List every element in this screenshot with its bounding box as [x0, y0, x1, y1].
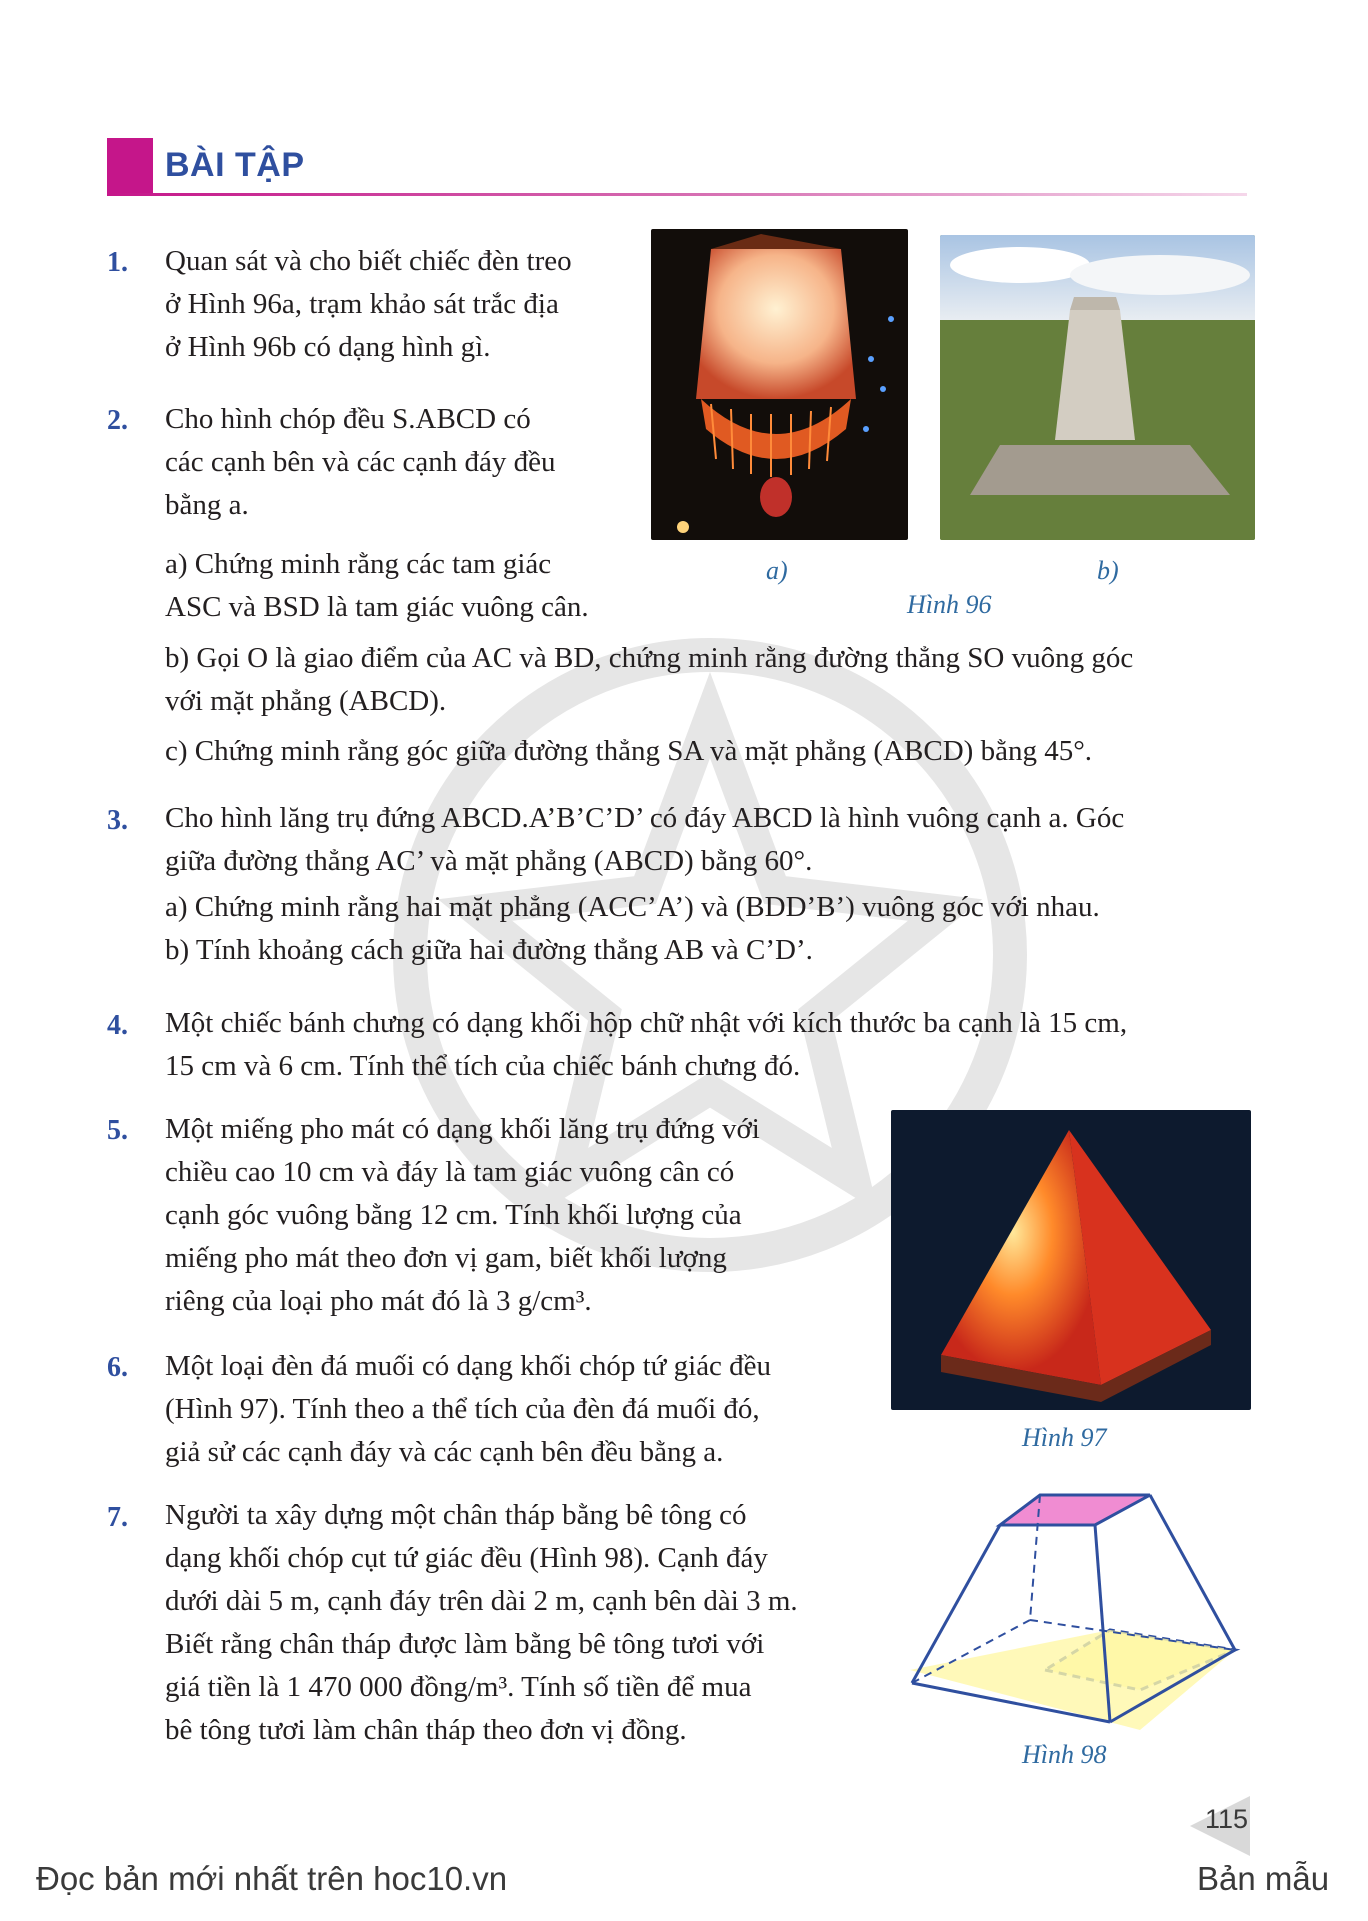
- text-line: Cho hình lăng trụ đứng ABCD.A’B’C’D’ có đáy ABCD là hình vuông cạnh a. Góc: [165, 802, 1125, 834]
- footer-edition-text: Bản mẫu: [1197, 1860, 1330, 1897]
- text-line: giả sử các cạnh đáy và các cạnh bên đều bằng a.: [165, 1436, 724, 1468]
- text-line: Quan sát và cho biết chiếc đèn treo: [165, 245, 572, 277]
- exercise-5-text: [165, 1108, 850, 1323]
- lantern-image: [651, 229, 908, 540]
- section-accent-bar: [107, 138, 153, 195]
- figure-97-salt-lamp-photo: [891, 1110, 1251, 1410]
- text-line: miếng pho mát theo đơn vị gam, biết khối lượng: [165, 1242, 727, 1274]
- text-line: b) Tính khoảng cách giữa hai đường thẳng AB và C’D’.: [165, 934, 813, 966]
- text-line: riêng của loại pho mát đó là 3 g/cm³.: [165, 1285, 592, 1317]
- exercise-7-number: 7.: [107, 1502, 128, 1533]
- top-base: [1000, 1495, 1150, 1525]
- exercise-3-text: [165, 797, 1250, 883]
- exercise-3-number: 3.: [107, 805, 128, 836]
- figure-98-caption: Hình 98: [1022, 1740, 1107, 1769]
- text-line: a) Chứng minh rằng hai mặt phẳng (ACC’A’) và (BDD’B’) vuông góc với nhau.: [165, 891, 1100, 923]
- text-line: Người ta xây dựng một chân tháp bằng bê tông có: [165, 1499, 747, 1531]
- figure-96a-label: a): [766, 556, 788, 585]
- page-number: 115: [1205, 1804, 1249, 1834]
- text-line: ở Hình 96b có dạng hình gì.: [165, 331, 491, 363]
- exercise-7-text: [165, 1494, 850, 1752]
- text-line: bê tông tươi làm chân tháp theo đơn vị đồng.: [165, 1714, 687, 1746]
- text-line: a) Chứng minh rằng các tam giác: [165, 548, 552, 580]
- exercise-2c: c) Chứng minh rằng góc giữa đường thẳng SA và mặt phẳng (ABCD) bằng 45°.: [165, 735, 1093, 767]
- text-line: dạng khối chóp cụt tứ giác đều (Hình 98). Cạnh đáy: [165, 1542, 768, 1574]
- survey-pillar-image: [940, 235, 1255, 540]
- exercise-2-text: [165, 398, 610, 527]
- text-line: (Hình 97). Tính theo a thể tích của đèn đá muối đó,: [165, 1393, 760, 1425]
- figure-96a-lantern-photo: [651, 229, 908, 540]
- section-title: BÀI TẬP: [165, 146, 305, 184]
- figure-97-caption: Hình 97: [1022, 1423, 1107, 1452]
- text-line: 15 cm và 6 cm. Tính thể tích của chiếc bánh chưng đó.: [165, 1050, 801, 1082]
- exercise-1-number: 1.: [107, 247, 128, 278]
- salt-lamp-image: [891, 1110, 1251, 1410]
- text-line: b) Gọi O là giao điểm của AC và BD, chứng minh rằng đường thẳng SO vuông góc: [165, 642, 1134, 674]
- text-line: ASC và BSD là tam giác vuông cân.: [165, 591, 589, 623]
- figure-96b-survey-pillar-photo: [940, 235, 1255, 540]
- text-line: giá tiền là 1 470 000 đồng/m³. Tính số tiền để mua: [165, 1671, 752, 1703]
- section-underline: [107, 193, 1247, 196]
- text-line: các cạnh bên và các cạnh đáy đều: [165, 446, 556, 478]
- text-line: Cho hình chóp đều S.ABCD có: [165, 403, 531, 435]
- text-line: Biết rằng chân tháp được làm bằng bê tông tươi với: [165, 1628, 765, 1660]
- exercise-6-text: [165, 1345, 850, 1474]
- exercise-2-number: 2.: [107, 405, 128, 436]
- text-line: Một miếng pho mát có dạng khối lăng trụ đứng với: [165, 1113, 760, 1145]
- exercise-2a: [165, 543, 610, 629]
- text-line: Một chiếc bánh chưng có dạng khối hộp chữ nhật với kích thước ba cạnh là 15 cm,: [165, 1007, 1128, 1039]
- exercise-4-text: [165, 1002, 1250, 1088]
- exercise-3-parts: [165, 886, 1250, 972]
- figure-96b-label: b): [1097, 556, 1119, 585]
- text-line: ở Hình 96a, trạm khảo sát trắc địa: [165, 288, 559, 320]
- exercise-1-text: [165, 240, 610, 369]
- text-line: giữa đường thẳng AC’ và mặt phẳng (ABCD) bằng 60°.: [165, 845, 813, 877]
- text-line: Một loại đèn đá muối có dạng khối chóp tứ giác đều: [165, 1350, 772, 1382]
- exercise-6-number: 6.: [107, 1352, 128, 1383]
- footer-source-text: Đọc bản mới nhất trên hoc10.vn: [36, 1860, 508, 1897]
- figure-96-caption: Hình 96: [907, 590, 992, 619]
- exercise-4-number: 4.: [107, 1010, 128, 1041]
- figure-98-frustum-diagram: [900, 1470, 1250, 1740]
- exercise-2b: [165, 637, 1250, 723]
- text-line: chiều cao 10 cm và đáy là tam giác vuông cân có: [165, 1156, 735, 1188]
- text-line: với mặt phẳng (ABCD).: [165, 685, 447, 717]
- lateral-edge: [1150, 1495, 1235, 1650]
- text-line: dưới dài 5 m, cạnh đáy trên dài 2 m, cạnh bên dài 3 m.: [165, 1585, 798, 1617]
- text-line: cạnh góc vuông bằng 12 cm. Tính khối lượng của: [165, 1199, 742, 1231]
- text-line: bằng a.: [165, 489, 249, 521]
- exercise-5-number: 5.: [107, 1115, 128, 1146]
